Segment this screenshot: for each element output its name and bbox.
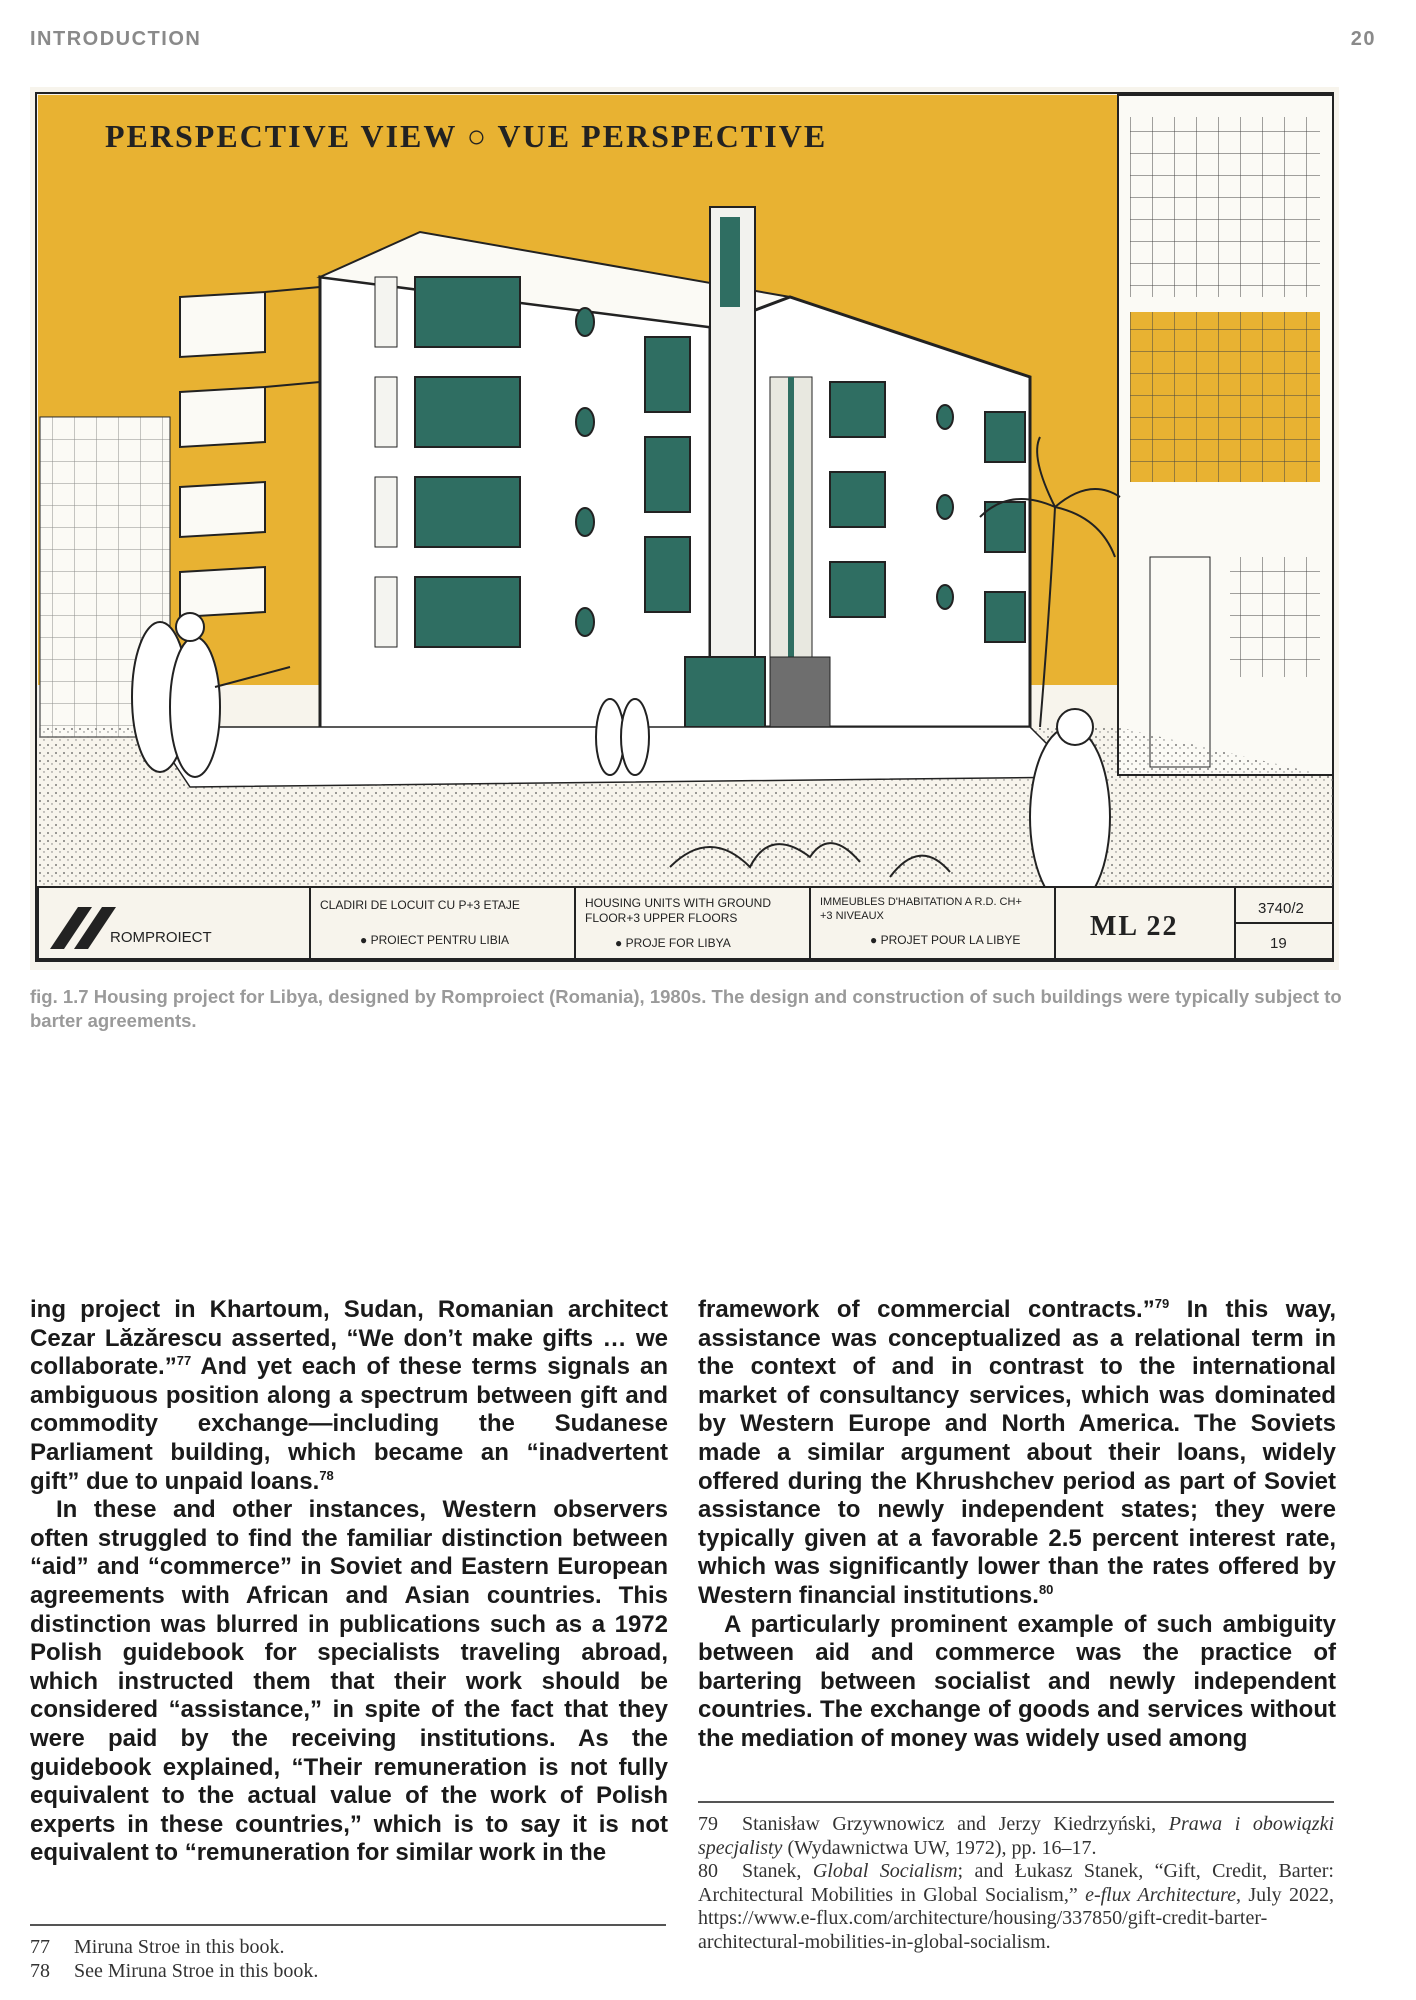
footnote — [30, 1936, 666, 1960]
subtitle-en: ● PROJE FOR LIBYA — [615, 936, 731, 950]
text-run: framework of commercial contracts.” — [698, 1296, 1155, 1323]
footnote-text: Miruna Stroe in this book. — [74, 1936, 285, 1958]
footnote-text: Stanek, — [742, 1860, 813, 1882]
subtitle-ro: ● PROIECT PENTRU LIBIA — [360, 933, 510, 947]
footnote-text: Stanisław Grzywnowicz and Jerzy Kiedrzyński, — [742, 1813, 1169, 1835]
title-en-2: FLOOR+3 UPPER FLOORS — [585, 911, 738, 925]
entrance — [685, 657, 765, 727]
sheet-number: 19 — [1270, 935, 1287, 952]
footnote-ref: 78 — [319, 1467, 334, 1483]
footnote-number: 78 — [30, 1959, 50, 1982]
footnote-ref: 79 — [1154, 1296, 1170, 1311]
running-head-section: INTRODUCTION — [30, 28, 202, 50]
footnote-text: (Wydawnictwa UW, 1972), pp. 16–17. — [782, 1836, 1097, 1859]
footnote-number: 77 — [30, 1936, 50, 1958]
body-column-left — [30, 1296, 668, 1868]
footnotes-left — [30, 1924, 666, 1983]
footnote — [698, 1813, 1334, 1860]
title-fr-1: IMMEUBLES D'HABITATION A R.D. CH+ — [820, 896, 1022, 908]
caption-text: Housing project for Libya, designed by Romproiect (Romania), 1980s. The design and construction of such buildings were typically subject to barter agreements. — [30, 986, 1342, 1031]
sheet-ref: 3740/2 — [1258, 900, 1304, 917]
body-column-right — [698, 1296, 1336, 1754]
architectural-drawing — [30, 87, 1339, 970]
footnote-ref: 80 — [1038, 1581, 1054, 1597]
figure-label: fig. 1.7 — [30, 986, 89, 1007]
paragraph — [698, 1296, 1336, 1611]
footnotes-right — [698, 1801, 1334, 1954]
text-run: In this way, assistance was conceptualized as a relational term in the context of and in contrast to the international market of consultancy services, which was dominated by Western Europe and North America. The Soviets made a similar argument about their loans, widely offered during the Khrushchev period as part of Soviet assistance to newly independent states; they were typically given at a favorable 2.5 percent interest rate, which was significantly lower than the rates offered by Western financial institutions. — [698, 1296, 1337, 1609]
footnote — [698, 1860, 1334, 1954]
subtitle-fr: ● PROJET POUR LA LIBYE — [870, 933, 1021, 947]
figure-housing-drawing — [30, 87, 1339, 970]
figure-caption — [30, 985, 1350, 1033]
footnote-title: Global Socialism — [812, 1860, 958, 1882]
title-fr-2: +3 NIVEAUX — [820, 910, 884, 922]
footnote-text: See Miruna Stroe in this book. — [74, 1959, 319, 1982]
paragraph: A particularly prominent example of such ambiguity between aid and commerce was the practice of bartering between socialist and newly independent countries. The exchange of goods and services without the mediation of money was widely used among — [698, 1610, 1336, 1752]
text-run: ing project in Khartoum, Sudan, Romanian architect Cezar Lăzărescu asserted, “We don’t make gifts … we collaborate.” — [30, 1296, 668, 1381]
footnote-ref: 77 — [176, 1353, 192, 1369]
text-run: And yet each of these terms signals an ambiguous position along a spectrum between gift and commodity exchange—including the Sudanese Parliament building, which became an “inadvertent gift” due to unpaid loans. — [30, 1353, 668, 1495]
firm-name: ROMPROIECT — [110, 929, 212, 946]
paragraph: In these and other instances, Western observers often struggled to find the familiar distinction between “aid” and “commerce” in Soviet and Eastern European agreements with African and Asian countries. This distinction was blurred in publications such as a 1972 Polish guidebook for specialists traveling abroad, which instructed them that their work should be considered “assistance,” in spite of the fact that they were paid by the receiving institutions. As the guidebook explained, “Their remuneration is not fully equivalent to the actual value of the work of Polish experts in these countries,” which is to say it is not equivalent to “remuneration for similar work in the — [30, 1496, 668, 1867]
footnote-text: ; and Łukasz Stanek, “Gift, Credit, Barter: Architectural Mobilities in Global Socialism,” — [698, 1860, 1334, 1906]
drawing-code: ML 22 — [1090, 911, 1179, 942]
footnote-title: Prawa i obowiązki specjalisty — [698, 1813, 1335, 1859]
page-number: 20 — [1350, 28, 1376, 50]
paragraph — [30, 1296, 668, 1496]
title-ro: CLADIRI DE LOCUIT CU P+3 ETAJE — [320, 898, 520, 912]
footnote-number: 80 — [698, 1860, 718, 1882]
footnote-number: 79 — [698, 1813, 718, 1835]
title-block — [38, 887, 1333, 959]
footnote — [30, 1960, 666, 1984]
right-building — [1118, 95, 1333, 775]
drawing-title: PERSPECTIVE VIEW ○ VUE PERSPECTIVE — [105, 118, 828, 154]
footnote-text: , July 2022, https://www.e-flux.com/architecture/housing/337850/gift-credit-barter-architectural-mobilities-in-global-socialism. — [698, 1883, 1334, 1953]
footnote-title: e-flux Architecture — [1085, 1883, 1237, 1906]
title-en-1: HOUSING UNITS WITH GROUND — [585, 896, 771, 910]
